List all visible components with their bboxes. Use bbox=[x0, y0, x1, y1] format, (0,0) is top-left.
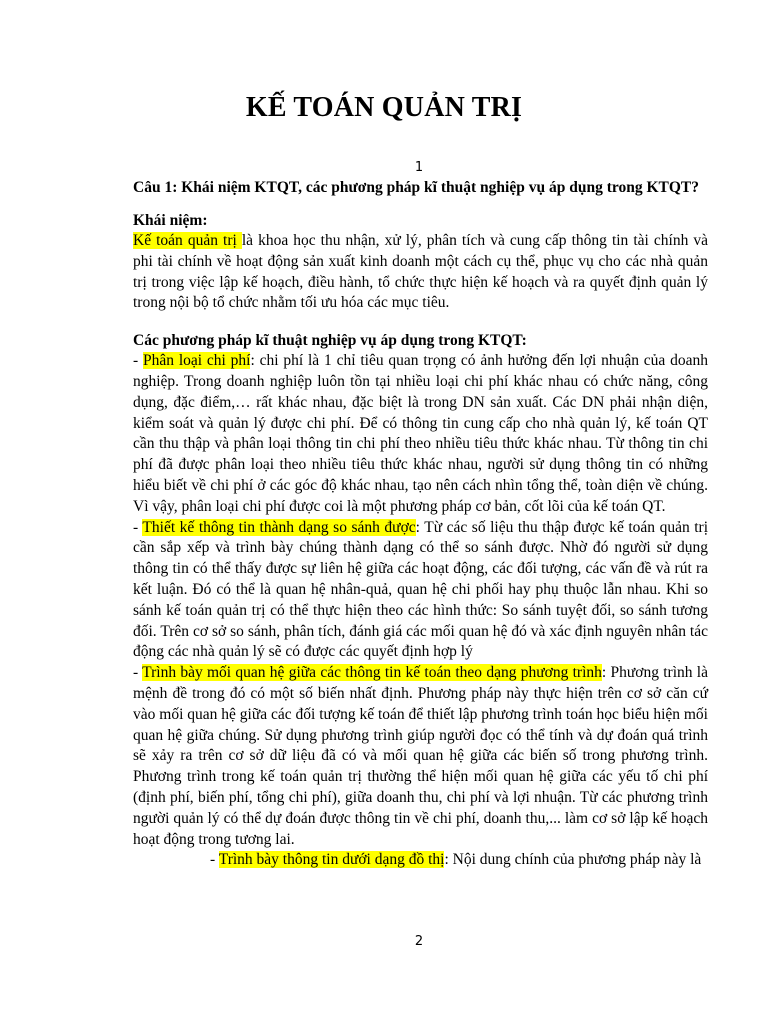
method-paragraph bbox=[133, 351, 708, 517]
paragraph-text: : Nội dung chính của phương pháp này là bbox=[444, 851, 702, 869]
methods-heading: Các phương pháp kĩ thuật nghiệp vụ áp dụng trong KTQT: bbox=[133, 332, 527, 350]
paragraph-text: : chi phí là 1 chỉ tiêu quan trọng có ảnh hưởng đến lợi nhuận của doanh nghiệp. Trong doanh nghiệp luôn tồn tại nhiều loại chi phí khác nhau có chức năng, công dụng, đặc điểm,… rất khác nhau, đặc biệt là trong DN sản xuất. Các DN phải nhận diện, kiểm soát và quản lý được chi phí. Để có thông tin cung cấp cho nhà quản lý, kế toán QT cần thu thập và phân loại thông tin chi phí theo nhiều tiêu thức khác nhau. Từ thông tin chi phí đã được phân loại theo nhiều tiêu thức khác nhau, người sử dụng thông tin có những hiểu biết về chi phí ở các góc độ khác nhau, tạo nên cách nhìn tổng thể, toàn diện về chúng. Vì vậy, phân loại chi phí được coi là một phương pháp cơ bản, cốt lõi của kế toán QT. bbox=[133, 352, 708, 515]
paragraph-text: là khoa học thu nhận, xử lý, phân tích và cung cấp thông tin tài chính và phi tài chính về hoạt động sản xuất kinh doanh một cách cụ thể, phục vụ cho các nhà quản trị trong việc lập kế hoạch, điều hành, tổ chức thực hiện kế hoạch và ra quyết định quản lý trong nội bộ tổ chức nhằm tối ưu hóa các mục tiêu. bbox=[133, 232, 708, 312]
highlighted-term: Thiết kế thông tin thành dạng so sánh được bbox=[142, 518, 416, 536]
list-dash: - bbox=[133, 352, 143, 370]
list-dash: - bbox=[210, 851, 219, 869]
list-dash: - bbox=[133, 518, 143, 536]
concept-heading: Khái niệm: bbox=[133, 212, 208, 229]
page-number-top: 1 bbox=[414, 160, 424, 175]
highlighted-term: Kế toán quản trị bbox=[133, 232, 242, 249]
highlighted-term: Trình bày thông tin dưới dạng đồ thị bbox=[218, 851, 445, 869]
highlighted-term: Phân loại chi phí bbox=[143, 352, 251, 370]
list-dash: - bbox=[133, 664, 143, 682]
page-number-bottom: 2 bbox=[414, 934, 424, 949]
paragraph-text: : Từ các số liệu thu thập được kế toán quản trị cần sắp xếp và trình bày chúng thành dạng có thể so sánh được. Nhờ đó người sử dụng thông tin có thể thấy được sự liên hệ giữa các hoạt động, các đối tượng, các vấn đề và rút ra kết luận. Đó có thể là quan hệ nhân-quả, quan hệ chi phối hay phụ thuộc lẫn nhau. Khi so sánh kế toán quản trị có thể thực hiện theo các hình thức: So sánh tuyệt đối, so sánh tương đối. Trên cơ sở so sánh, phân tích, đánh giá các mối quan hệ đó và xác định nguyên nhân tác động các nhà quản lý sẽ có được các quyết định hợp lý bbox=[133, 518, 709, 661]
method-paragraph bbox=[133, 850, 708, 871]
method-paragraph bbox=[133, 518, 708, 664]
paragraph-text: : Phương trình là mệnh đề trong đó có một số biến nhất định. Phương pháp này thực hiện trên cơ sở căn cứ vào mối quan hệ giữa các đối tượng kế toán để thiết lập phương trình toán học biểu hiện mối quan hệ giữa chúng. Sử dụng phương trình giúp người đọc có thể tính và dự đoán quá trình sẽ xảy ra trên cơ sở dữ liệu đã có và mối quan hệ giữa các biến số trong phương trình. Phương trình trong kế toán quản trị thường thể hiện mối quan hệ giữa các yếu tố chi phí (định phí, biến phí, tổng chi phí), giữa doanh thu, chi phí và lợi nhuận. Từ các phương trình người quản lý có thể dự đoán được thông tin về chi phí, doanh thu,... làm cơ sở lập kế hoạch hoạt động trong tương lai. bbox=[133, 664, 708, 848]
highlighted-term: Trình bày mối quan hệ giữa các thông tin kế toán theo dạng phương trình bbox=[142, 664, 602, 682]
concept-paragraph bbox=[133, 231, 708, 314]
method-paragraph bbox=[133, 663, 708, 850]
document-title: KẾ TOÁN QUẢN TRỊ bbox=[245, 92, 523, 123]
question-heading: Câu 1: Khái niệm KTQT, các phương pháp kĩ thuật nghiệp vụ áp dụng trong KTQT? bbox=[133, 179, 699, 196]
document-body bbox=[133, 173, 708, 871]
